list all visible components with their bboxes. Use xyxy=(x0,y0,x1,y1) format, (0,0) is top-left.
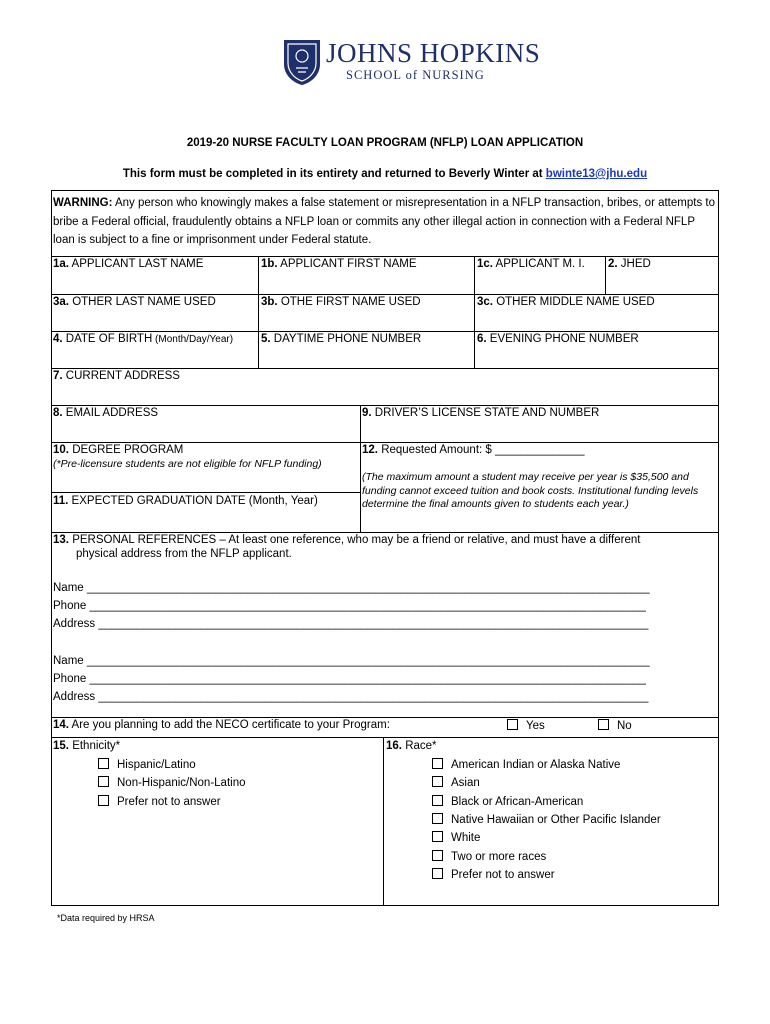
race-option[interactable]: Native Hawaiian or Other Pacific Islander xyxy=(432,813,661,826)
divider xyxy=(51,294,719,295)
checkbox[interactable] xyxy=(507,719,518,730)
warning-text xyxy=(53,194,718,250)
checkbox[interactable] xyxy=(432,868,443,879)
race-option[interactable]: White xyxy=(432,831,480,844)
divider xyxy=(605,256,606,294)
field-applicant-last-name[interactable]: 1a. APPLICANT LAST NAME xyxy=(53,258,204,270)
requested-amount-note: (The maximum amount a student may receive per year is $35,500 and funding cannot exceed tuition and book costs. Institutional funding levels determine the final amounts given to students each year.) xyxy=(362,471,699,510)
field-email-address[interactable]: 8. EMAIL ADDRESS xyxy=(53,407,159,419)
race-option[interactable]: Asian xyxy=(432,776,480,789)
checkbox[interactable] xyxy=(98,795,109,806)
personal-references-heading: 13. PERSONAL REFERENCES – At least one reference, who may be a friend or relative, and must have a different xyxy=(53,534,641,546)
field-applicant-first-name[interactable]: 1b. APPLICANT FIRST NAME xyxy=(261,258,417,270)
instructions-text: This form must be completed in its entirety and returned to Beverly Winter at xyxy=(122,168,546,180)
race-option[interactable]: Black or African-American xyxy=(432,795,583,808)
field-degree-program[interactable]: 10. DEGREE PROGRAM xyxy=(53,444,184,456)
instructions xyxy=(0,168,770,180)
divider xyxy=(51,737,719,738)
field-drivers-license[interactable]: 9. DRIVER’S LICENSE STATE AND NUMBER xyxy=(362,407,600,419)
ethnicity-heading: 15. Ethnicity* xyxy=(53,740,121,752)
checkbox[interactable] xyxy=(432,776,443,787)
footer-note: *Data required by HRSA xyxy=(57,913,155,923)
field-current-address[interactable]: 7. CURRENT ADDRESS xyxy=(53,370,180,382)
divider xyxy=(51,368,719,369)
checkbox[interactable] xyxy=(432,831,443,842)
divider xyxy=(383,737,384,906)
divider xyxy=(360,405,361,532)
logo-institution-name: JOHNS HOPKINS xyxy=(326,38,541,68)
warning-body: Any person who knowingly makes a false statement or misrepresentation in a NFLP transaction, bribes, or attempts to bribe a Federal official, fraudulently obtains a NFLP loan or commits any other illegal action in connection with a Federal NFLP loan is subject to a fine or imprisonment under Federal statute. xyxy=(53,197,715,246)
field-requested-amount[interactable]: 12. Requested Amount: $ ______________ xyxy=(362,444,585,456)
race-option[interactable]: Two or more races xyxy=(432,850,546,863)
reference-2-name[interactable]: Name ________________________________________________________________________________________ xyxy=(53,655,650,667)
field-other-last-name[interactable]: 3a. OTHER LAST NAME USED xyxy=(53,296,216,308)
checkbox[interactable] xyxy=(432,813,443,824)
field-other-first-name[interactable]: 3b. OTHE FIRST NAME USED xyxy=(261,296,421,308)
checkbox[interactable] xyxy=(98,776,109,787)
field-jhed[interactable]: 2. JHED xyxy=(608,258,651,270)
reference-2-address[interactable]: Address ______________________________________________________________________________________ xyxy=(53,691,649,703)
ethnicity-option[interactable]: Prefer not to answer xyxy=(98,795,221,808)
checkbox[interactable] xyxy=(98,758,109,769)
degree-program-note: (*Pre-licensure students are not eligible for NFLP funding) xyxy=(53,458,322,470)
divider xyxy=(51,532,719,533)
neco-no-option[interactable]: No xyxy=(598,719,632,732)
reference-1-address[interactable]: Address ______________________________________________________________________________________ xyxy=(53,618,649,630)
race-heading: 16. Race* xyxy=(386,740,437,752)
ethnicity-option[interactable]: Non-Hispanic/Non-Latino xyxy=(98,776,245,789)
neco-yes-option[interactable]: Yes xyxy=(507,719,545,732)
personal-references-subtext: physical address from the NFLP applicant. xyxy=(76,548,292,560)
field-expected-graduation[interactable]: 11. EXPECTED GRADUATION DATE (Month, Year) xyxy=(53,495,318,507)
contact-email-link[interactable]: bwinte13@jhu.edu xyxy=(545,168,648,180)
reference-2-phone[interactable]: Phone _______________________________________________________________________________________ xyxy=(53,673,646,685)
field-evening-phone[interactable]: 6. EVENING PHONE NUMBER xyxy=(477,333,639,345)
divider xyxy=(258,256,259,368)
logo-school-name: SCHOOL of NURSING xyxy=(346,68,485,82)
divider xyxy=(51,405,719,406)
checkbox[interactable] xyxy=(432,758,443,769)
neco-question: 14. Are you planning to add the NECO certificate to your Program: xyxy=(53,719,390,731)
divider xyxy=(51,331,719,332)
warning-label: WARNING: xyxy=(53,197,113,209)
checkbox[interactable] xyxy=(432,850,443,861)
reference-1-name[interactable]: Name ________________________________________________________________________________________ xyxy=(53,582,650,594)
field-applicant-mi[interactable]: 1c. APPLICANT M. I. xyxy=(477,258,585,270)
form-title: 2019-20 NURSE FACULTY LOAN PROGRAM (NFLP) LOAN APPLICATION xyxy=(186,137,584,149)
divider xyxy=(474,256,475,368)
reference-1-phone[interactable]: Phone _______________________________________________________________________________________ xyxy=(53,600,646,612)
ethnicity-option[interactable]: Hispanic/Latino xyxy=(98,758,196,771)
divider xyxy=(51,442,719,443)
divider xyxy=(51,492,360,493)
race-option[interactable]: Prefer not to answer xyxy=(432,868,555,881)
checkbox[interactable] xyxy=(432,795,443,806)
divider xyxy=(51,256,719,257)
field-other-middle-name[interactable]: 3c. OTHER MIDDLE NAME USED xyxy=(477,296,655,308)
demographics-box xyxy=(51,716,719,906)
field-daytime-phone[interactable]: 5. DAYTIME PHONE NUMBER xyxy=(261,333,422,345)
checkbox[interactable] xyxy=(598,719,609,730)
race-option[interactable]: American Indian or Alaska Native xyxy=(432,758,620,771)
field-date-of-birth[interactable]: 4. DATE OF BIRTH (Month/Day/Year) xyxy=(53,333,234,345)
